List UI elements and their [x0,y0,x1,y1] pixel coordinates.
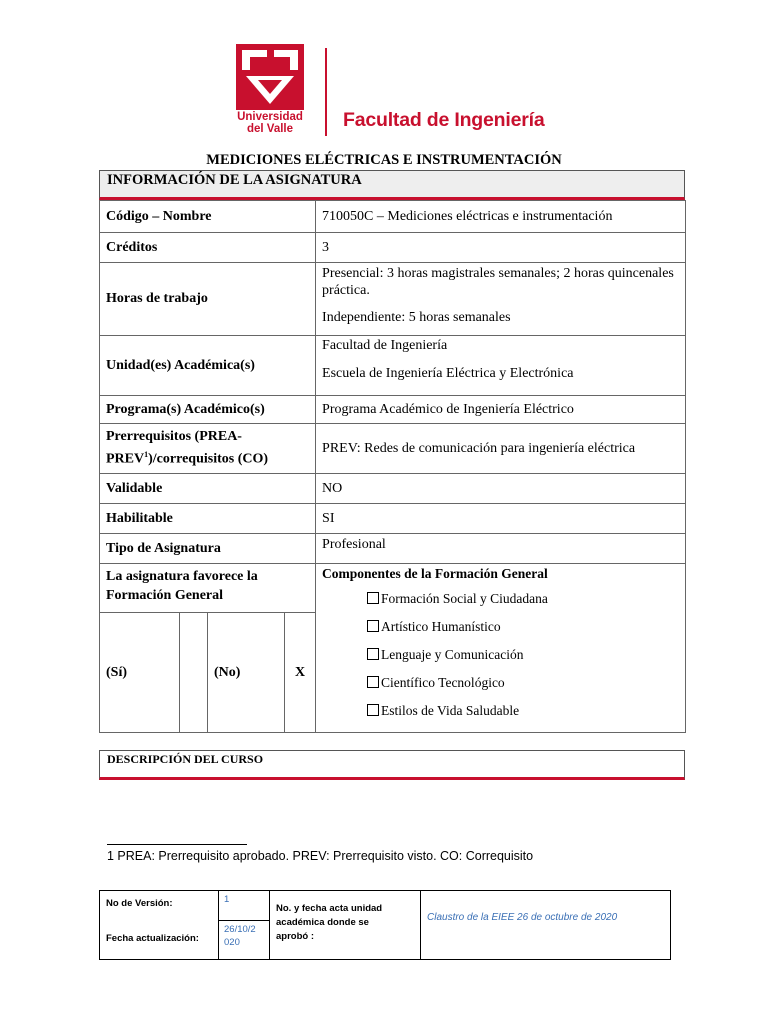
si-label: (Sí) [100,613,180,733]
no-mark: X [285,613,316,733]
footnote-rule [107,844,247,845]
row-unidad [100,336,686,396]
fecha-value-1: 26/10/2 [224,924,256,935]
university-logo [236,44,304,110]
prerreq-value: PREV: Redes de comunicación para ingeniería eléctrica [316,424,686,474]
unidad-value [316,336,686,396]
validable-label: Validable [100,474,316,504]
version-divider [218,920,269,921]
tipo-value: Profesional [316,534,686,564]
acta-label [276,902,382,944]
logo-text [231,111,309,135]
componente-lenguaje[interactable] [322,641,679,669]
componente-cientifico[interactable] [322,669,679,697]
logo-line-2: del Valle [246,123,294,135]
horas-value [316,263,686,336]
habilitable-value: SI [316,504,686,534]
habilitable-label: Habilitable [100,504,316,534]
checkbox-icon[interactable] [367,648,379,660]
codigo-value: 710050C – Mediciones eléctricas e instrumentación [316,201,686,233]
horas-independiente: Independiente: 5 horas semanales [322,310,511,325]
horas-presencial: Presencial: 3 horas magistrales semanales; 2 horas quincenales práctica. [322,266,674,298]
acta-label-2: académica donde se [276,917,369,928]
horas-label: Horas de trabajo [100,263,316,336]
row-horas [100,263,686,336]
descripcion-heading: DESCRIPCIÓN DEL CURSO [99,750,685,780]
unidad-label: Unidad(es) Académica(s) [100,336,316,396]
no-label: (No) [208,613,285,733]
componente-estilos[interactable] [322,697,679,725]
codigo-label: Código – Nombre [100,201,316,233]
componente-label: Científico Tecnológico [381,675,505,690]
prerreq-label-2: PREV [106,451,145,467]
fecha-label: Fecha actualización: [106,933,199,944]
version-table [99,890,671,960]
componentes-cell [316,564,686,733]
componente-social[interactable] [322,585,679,613]
row-codigo [100,201,686,233]
info-grid [99,200,686,733]
row-tipo [100,534,686,564]
prerreq-label [100,424,316,474]
si-mark-cell [180,613,208,733]
creditos-value: 3 [316,233,686,263]
validable-value: NO [316,474,686,504]
unidad-value-1: Facultad de Ingeniería [322,338,448,353]
footnote-ref: 1 [144,450,149,460]
row-favorece [100,564,686,613]
course-info-table [99,170,685,733]
prerreq-label-3: )/correquisitos (CO) [148,451,269,467]
document-title: MEDICIONES ELÉCTRICAS E INSTRUMENTACIÓN [206,152,562,168]
checkbox-icon[interactable] [367,592,379,604]
componente-artistico[interactable] [322,613,679,641]
no-version-value: 1 [224,894,230,905]
checkbox-icon[interactable] [367,676,379,688]
checkbox-icon[interactable] [367,620,379,632]
programa-value: Programa Académico de Ingeniería Eléctrico [316,396,686,424]
row-habilitable [100,504,686,534]
row-creditos [100,233,686,263]
tipo-label: Tipo de Asignatura [100,534,316,564]
header-divider [325,48,327,136]
logo-line-1: Universidad [237,111,303,123]
row-prerrequisitos [100,424,686,474]
favorece-label: La asignatura favorece la Formación General [100,564,316,613]
faculty-name: Facultad de Ingeniería [343,109,545,131]
fecha-value [224,923,256,949]
no-version-label: No de Versión: [106,898,173,909]
unidad-value-2: Escuela de Ingeniería Eléctrica y Electrónica [322,366,574,381]
footnote: 1 PREA: Prerrequisito aprobado. PREV: Prerrequisito visto. CO: Correquisito [107,849,534,863]
university-shield-icon [236,44,304,110]
componente-label: Formación Social y Ciudadana [381,591,548,606]
componente-label: Lenguaje y Comunicación [381,647,524,662]
acta-label-1: No. y fecha acta unidad [276,903,383,914]
info-heading: INFORMACIÓN DE LA ASIGNATURA [99,170,685,200]
componente-label: Artístico Humanístico [381,619,501,634]
row-programa [100,396,686,424]
fecha-value-2: 020 [224,937,240,948]
prerreq-label-1: Prerrequisitos (PREA- [106,429,242,445]
componente-label: Estilos de Vida Saludable [381,703,520,718]
programa-label: Programa(s) Académico(s) [100,396,316,424]
acta-value: Claustro de la EIEE 26 de octubre de 2020 [427,912,618,923]
checkbox-icon[interactable] [367,704,379,716]
creditos-label: Créditos [100,233,316,263]
acta-label-3: aprobó : [276,931,314,942]
row-validable [100,474,686,504]
componentes-title: Componentes de la Formación General [322,566,548,581]
